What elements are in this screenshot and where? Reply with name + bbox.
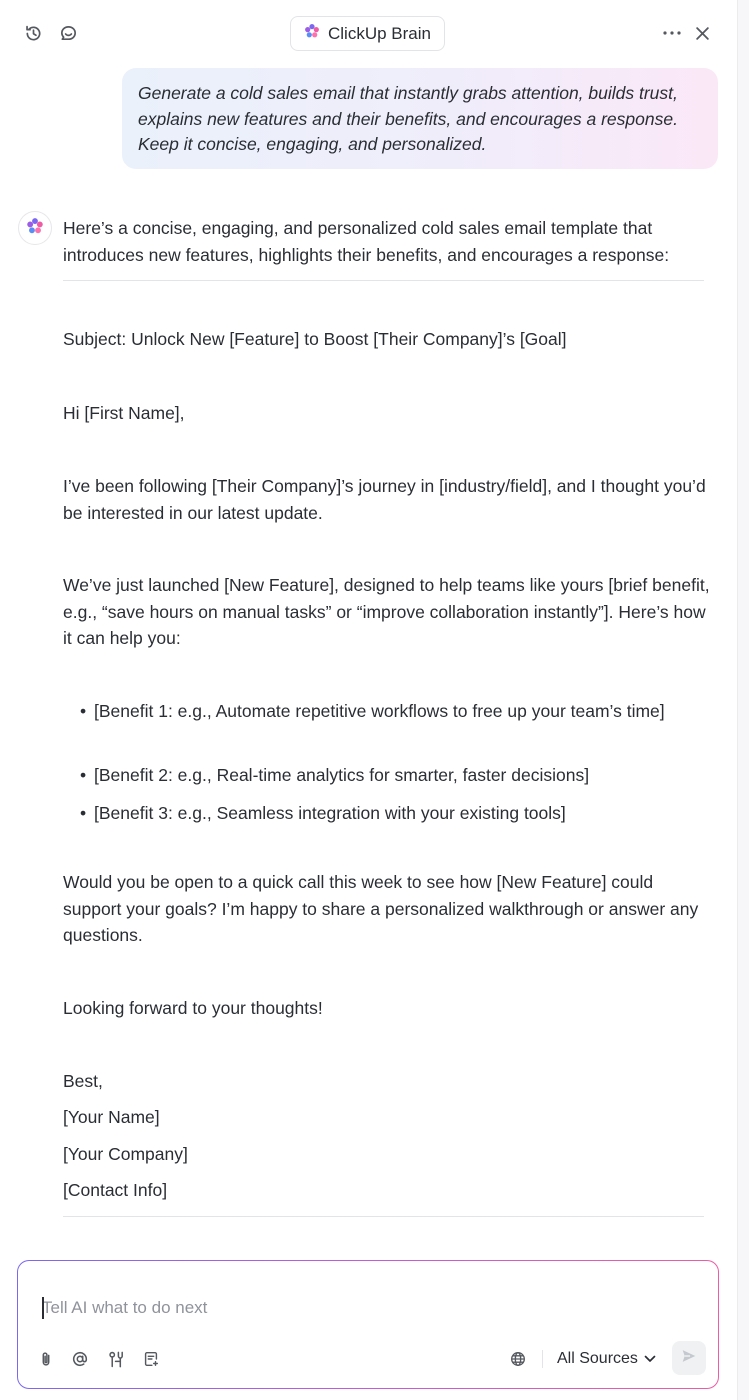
list-item-text: [Benefit 3: e.g., Seamless integration with your existing tools]: [94, 803, 566, 823]
user-prompt-bubble: Generate a cold sales email that instantly grabs attention, builds trust, explains new features and their benefits, and encourages a response. Keep it concise, engaging, and personalized.: [122, 68, 718, 169]
list-item-text: [Benefit 1: e.g., Automate repetitive workflows to free up your team’s time]: [94, 701, 665, 721]
close-icon[interactable]: [691, 22, 713, 44]
attach-icon[interactable]: [35, 1348, 57, 1370]
sources-dropdown[interactable]: [557, 1347, 656, 1371]
toolbar-separator: [542, 1350, 543, 1368]
list-item: • [Benefit 1: e.g., Automate repetitive workflows to free up your team’s time]: [80, 701, 665, 721]
brain-logo-icon: [26, 217, 44, 240]
send-icon: [680, 1347, 698, 1370]
email-paragraph-4: Looking forward to your thoughts!: [63, 998, 323, 1018]
tools-icon[interactable]: [105, 1348, 127, 1370]
globe-icon[interactable]: [507, 1348, 529, 1370]
more-icon[interactable]: [661, 22, 683, 44]
window-edge: [737, 0, 749, 1400]
list-item: • [Benefit 3: e.g., Seamless integration with your existing tools]: [80, 803, 566, 823]
email-signoff: Best,: [63, 1071, 103, 1091]
email-paragraph-2: We’ve just launched [New Feature], designed to help teams like yours [brief benefit, e.g., “save hours on manual tasks” or “improve collaboration instantly”]. Here’s how it can help you:: [63, 575, 710, 648]
email-paragraph-3: Would you be open to a quick call this week to see how [New Feature] could support your goals? I’m happy to share a personalized walkthrough or answer any questions.: [63, 872, 699, 945]
brain-logo-icon: [304, 23, 320, 44]
template-icon[interactable]: [140, 1348, 162, 1370]
send-button[interactable]: [672, 1341, 706, 1375]
text-caret: [42, 1297, 44, 1319]
signature-contact: [Contact Info]: [63, 1180, 168, 1200]
email-paragraph-1: I’ve been following [Their Company]’s journey in [industry/field], and I thought you’d be interested in our latest update.: [63, 476, 706, 523]
signature-company: [Your Company]: [63, 1144, 188, 1164]
title-pill[interactable]: [290, 16, 445, 51]
response-intro: Here’s a concise, engaging, and personalized cold sales email template that introduces new features, highlights their benefits, and encourages a response:: [63, 218, 670, 265]
chevron-down-icon: [644, 1350, 656, 1368]
prompt-input[interactable]: [42, 1295, 642, 1321]
signature-name: [Your Name]: [63, 1107, 160, 1127]
chat-bubble-icon[interactable]: [57, 22, 79, 44]
list-item: • [Benefit 2: e.g., Real-time analytics for smarter, faster decisions]: [80, 765, 590, 785]
sources-label: All Sources: [557, 1350, 638, 1367]
panel-header: [0, 0, 737, 66]
list-item-text: [Benefit 2: e.g., Real-time analytics for smarter, faster decisions]: [94, 765, 590, 785]
mention-icon[interactable]: [69, 1348, 91, 1370]
composer: [17, 1260, 719, 1389]
divider: [63, 1216, 704, 1217]
ai-avatar: [18, 211, 52, 245]
divider: [63, 280, 704, 281]
panel-title: ClickUp Brain: [328, 23, 431, 43]
email-greeting: Hi [First Name],: [63, 403, 185, 423]
history-icon[interactable]: [22, 22, 44, 44]
email-subject: Subject: Unlock New [Feature] to Boost [Their Company]’s [Goal]: [63, 329, 567, 349]
